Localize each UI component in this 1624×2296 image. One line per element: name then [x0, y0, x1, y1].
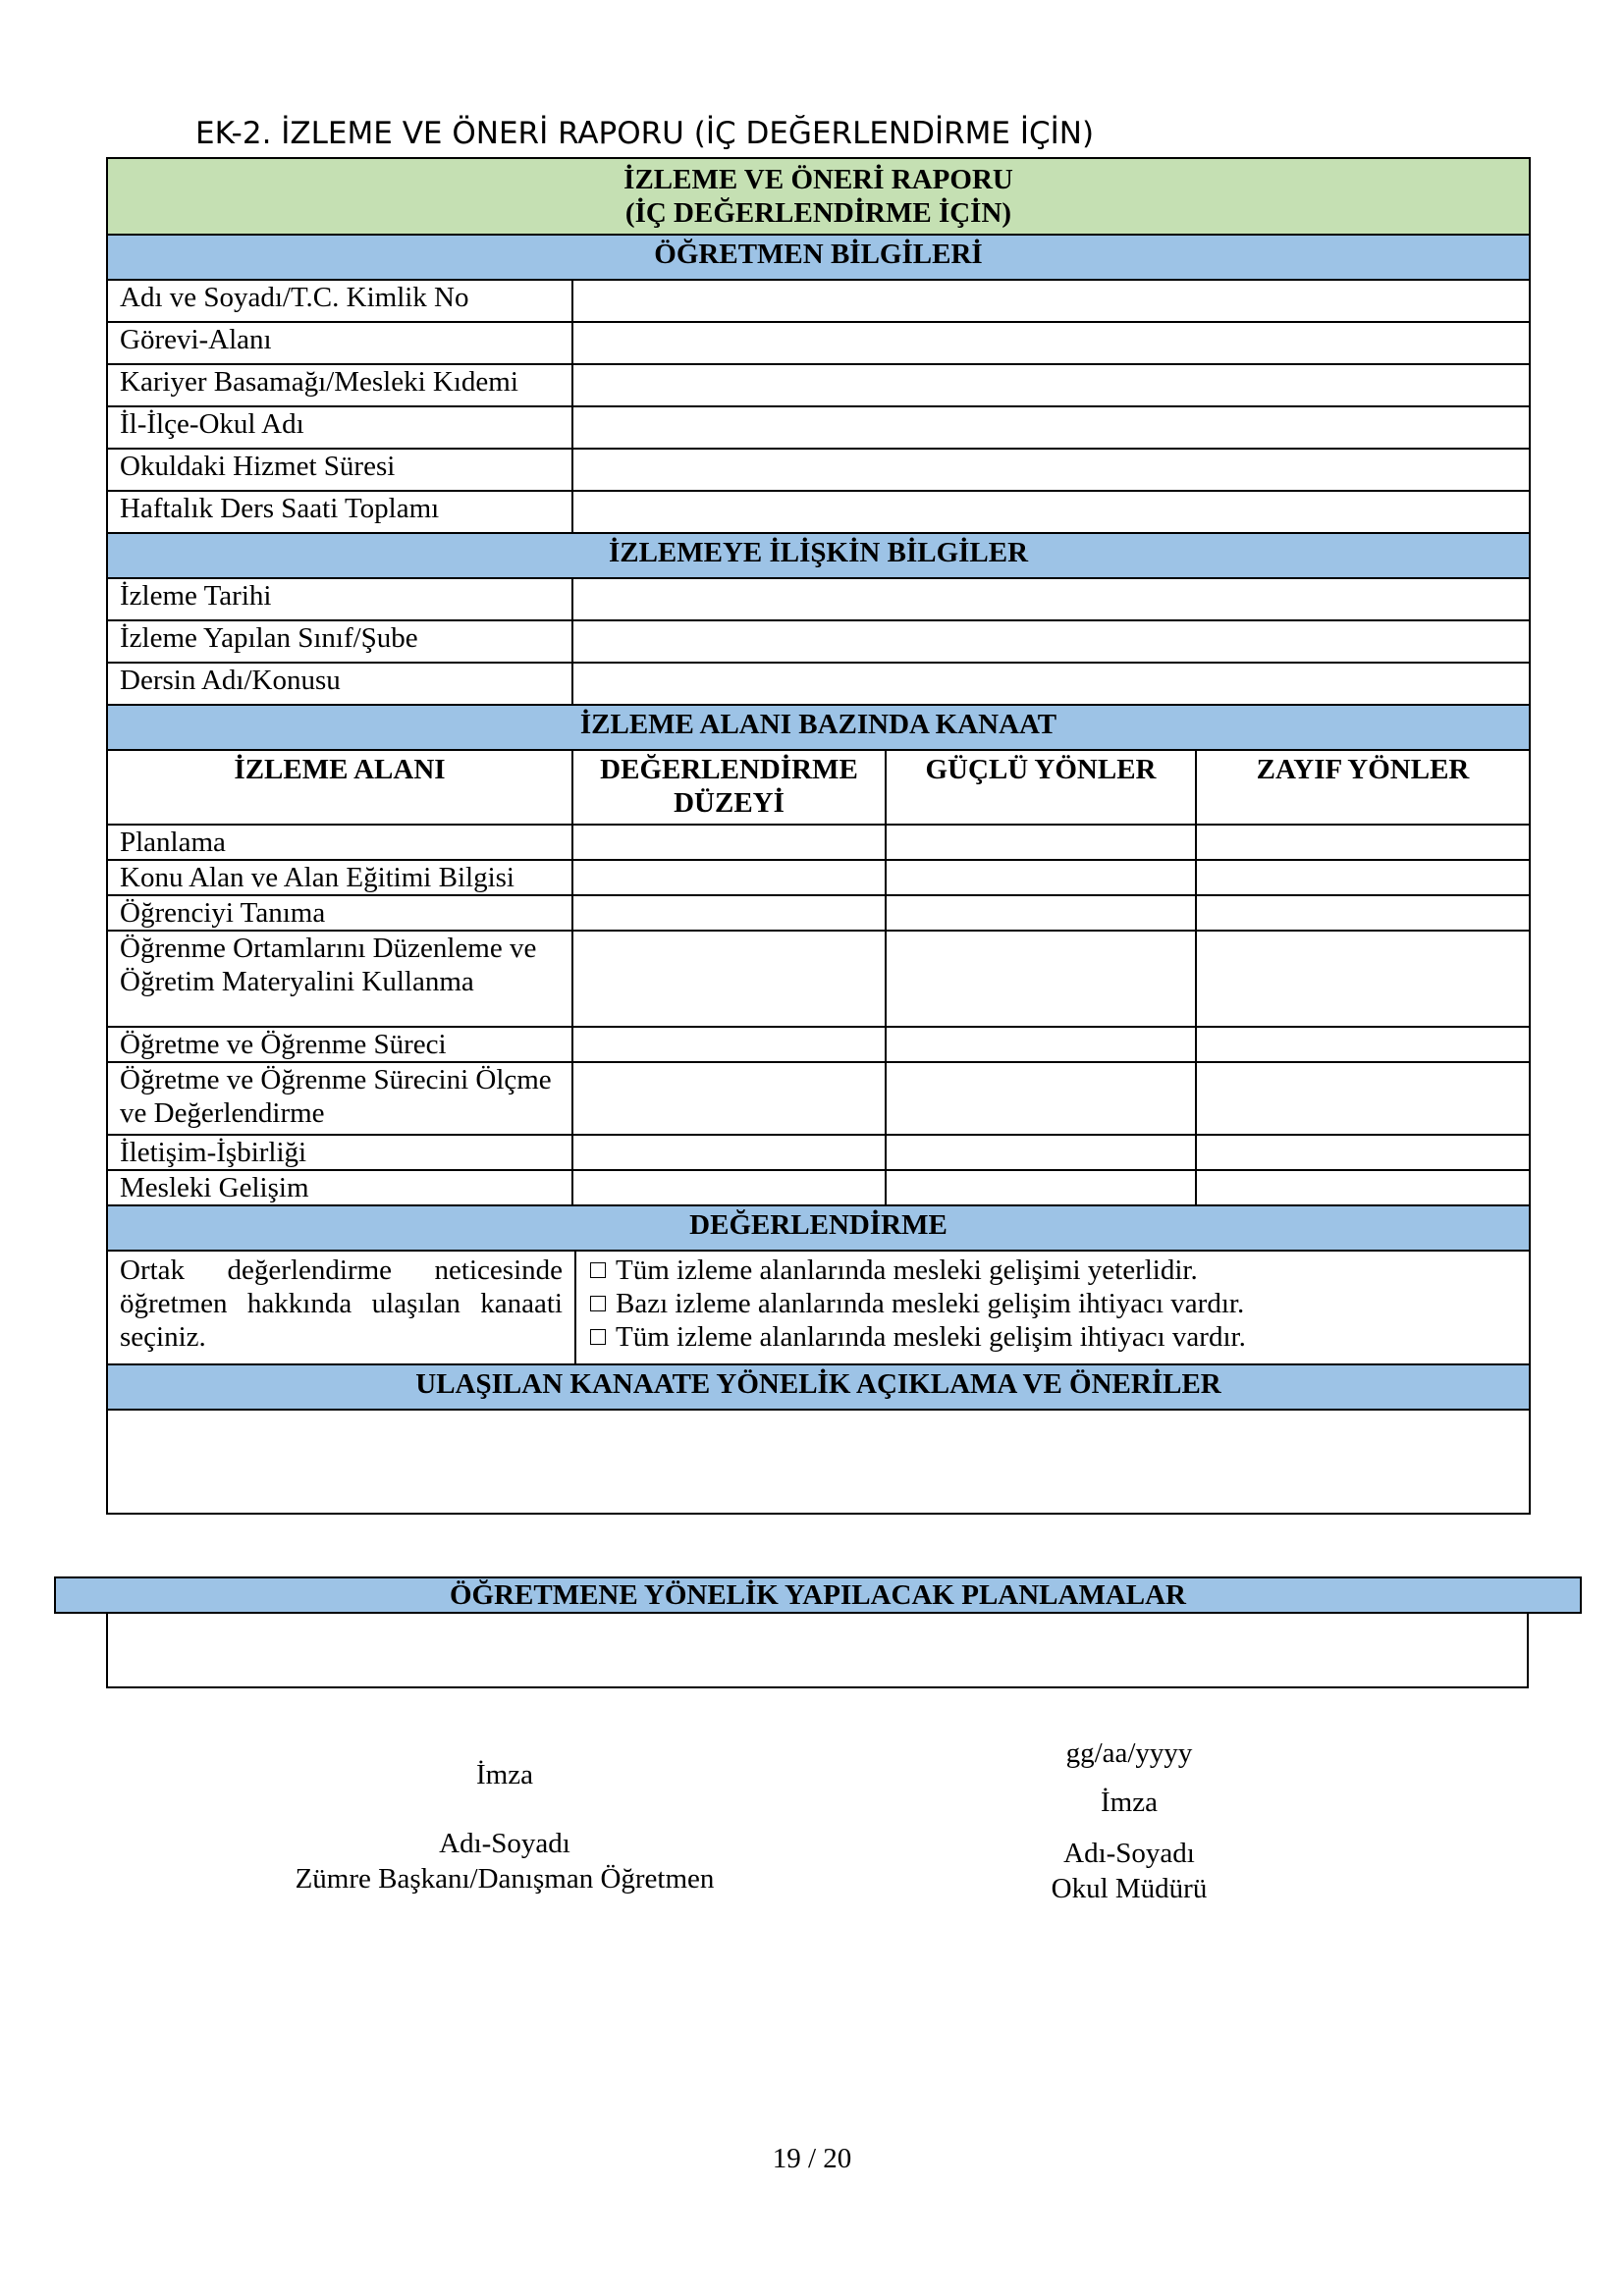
- checkbox-icon[interactable]: [590, 1262, 606, 1278]
- option-all-need[interactable]: Tüm izleme alanlarında mesleki gelişim ihtiyacı vardır.: [590, 1320, 1517, 1354]
- level-field[interactable]: [572, 860, 886, 895]
- area-label: İletişim-İşbirliği: [107, 1135, 572, 1170]
- date-placeholder: gg/aa/yyyy: [1065, 1737, 1193, 1769]
- column-header-level: DEĞERLENDİRME DÜZEYİ: [572, 750, 886, 825]
- info-value-field[interactable]: [572, 491, 1530, 533]
- explanation-field[interactable]: [107, 1410, 1530, 1514]
- explanation-row: [107, 1410, 1530, 1514]
- weaknesses-field[interactable]: [1196, 931, 1530, 1027]
- signature-label: İmza: [476, 1759, 533, 1790]
- report-title-line2: (İÇ DEĞERLENDİRME İÇİN): [624, 197, 1012, 229]
- info-row: [107, 491, 1530, 533]
- area-row: [107, 860, 1530, 895]
- info-value-field[interactable]: [572, 364, 1530, 406]
- weaknesses-field[interactable]: [1196, 1170, 1530, 1205]
- info-label: Haftalık Ders Saati Toplamı: [107, 491, 572, 533]
- monitoring-value-field[interactable]: [572, 620, 1530, 663]
- monitoring-label: İzleme Tarihi: [107, 578, 572, 620]
- level-field[interactable]: [572, 1170, 886, 1205]
- area-label: Öğretme ve Öğrenme Süreci: [107, 1027, 572, 1062]
- option-some-need[interactable]: Bazı izleme alanlarında mesleki gelişim ihtiyacı vardır.: [590, 1287, 1517, 1320]
- checkbox-icon[interactable]: [590, 1329, 606, 1345]
- planning-field[interactable]: [106, 1614, 1529, 1688]
- signature-label: İmza: [1101, 1787, 1158, 1818]
- evaluation-options: [575, 1251, 1530, 1364]
- strengths-field[interactable]: [886, 1062, 1196, 1135]
- level-field[interactable]: [572, 1135, 886, 1170]
- monitoring-value-field[interactable]: [572, 663, 1530, 705]
- weaknesses-field[interactable]: [1196, 825, 1530, 860]
- strengths-field[interactable]: [886, 825, 1196, 860]
- strengths-field[interactable]: [886, 1170, 1196, 1205]
- area-label: Öğretme ve Öğrenme Sürecini Ölçme ve Değerlendirme: [107, 1062, 572, 1135]
- info-row: [107, 364, 1530, 406]
- level-field[interactable]: [572, 931, 886, 1027]
- weaknesses-field[interactable]: [1196, 895, 1530, 931]
- report-table: [106, 157, 1531, 1515]
- weaknesses-field[interactable]: [1196, 1062, 1530, 1135]
- info-row: [107, 280, 1530, 322]
- teacher-info-header: ÖĞRETMEN BİLGİLERİ: [107, 235, 1530, 280]
- area-row: [107, 895, 1530, 931]
- monitoring-info-header: İZLEMEYE İLİŞKİN BİLGİLER: [107, 533, 1530, 578]
- info-value-field[interactable]: [572, 406, 1530, 449]
- strengths-field[interactable]: [886, 931, 1196, 1027]
- report-title: [107, 158, 1530, 235]
- column-header-weaknesses: ZAYIF YÖNLER: [1196, 750, 1530, 825]
- area-row: [107, 1135, 1530, 1170]
- area-label: Öğrenciyi Tanıma: [107, 895, 572, 931]
- monitoring-row: [107, 578, 1530, 620]
- area-row: [107, 1170, 1530, 1205]
- info-value-field[interactable]: [572, 322, 1530, 364]
- level-field[interactable]: [572, 825, 886, 860]
- signature-right: [884, 1735, 1375, 1906]
- monitoring-row: [107, 663, 1530, 705]
- column-header-area: İZLEME ALANI: [107, 750, 572, 825]
- info-label: Adı ve Soyadı/T.C. Kimlik No: [107, 280, 572, 322]
- signer-role: Okul Müdürü: [1051, 1873, 1208, 1904]
- title-row: [107, 158, 1530, 235]
- level-field[interactable]: [572, 1062, 886, 1135]
- info-label: Kariyer Basamağı/Mesleki Kıdemi: [107, 364, 572, 406]
- explanation-header: ULAŞILAN KANAATE YÖNELİK AÇIKLAMA VE ÖNERİLER: [107, 1364, 1530, 1410]
- monitoring-label: Dersin Adı/Konusu: [107, 663, 572, 705]
- monitoring-value-field[interactable]: [572, 578, 1530, 620]
- info-row: [107, 406, 1530, 449]
- checkbox-icon[interactable]: [590, 1296, 606, 1311]
- area-row: [107, 931, 1530, 1027]
- report-form: [106, 157, 1529, 1515]
- signer-name-label: Adı-Soyadı: [439, 1828, 570, 1859]
- info-row: [107, 322, 1530, 364]
- area-row: [107, 1027, 1530, 1062]
- document-heading: EK-2. İZLEME VE ÖNERİ RAPORU (İÇ DEĞERLENDİRME İÇİN): [195, 116, 1095, 151]
- info-label: Görevi-Alanı: [107, 322, 572, 364]
- monitoring-row: [107, 620, 1530, 663]
- info-value-field[interactable]: [572, 449, 1530, 491]
- strengths-field[interactable]: [886, 860, 1196, 895]
- strengths-field[interactable]: [886, 1135, 1196, 1170]
- signature-left: [210, 1757, 799, 1896]
- info-row: [107, 449, 1530, 491]
- signer-role: Zümre Başkanı/Danışman Öğretmen: [295, 1863, 715, 1895]
- report-title-line1: İZLEME VE ÖNERİ RAPORU: [623, 164, 1013, 195]
- area-opinion-header: İZLEME ALANI BAZINDA KANAAT: [107, 705, 1530, 750]
- area-row: [107, 825, 1530, 860]
- signer-name-label: Adı-Soyadı: [1063, 1838, 1195, 1869]
- strengths-field[interactable]: [886, 1027, 1196, 1062]
- evaluation-header: DEĞERLENDİRME: [107, 1205, 1530, 1251]
- info-value-field[interactable]: [572, 280, 1530, 322]
- area-row: [107, 1062, 1530, 1135]
- column-header-strengths: GÜÇLÜ YÖNLER: [886, 750, 1196, 825]
- area-column-headers: [107, 750, 1530, 825]
- evaluation-row: [107, 1251, 1530, 1364]
- level-field[interactable]: [572, 1027, 886, 1062]
- planning-header: ÖĞRETMENE YÖNELİK YAPILACAK PLANLAMALAR: [54, 1576, 1582, 1614]
- weaknesses-field[interactable]: [1196, 1135, 1530, 1170]
- monitoring-label: İzleme Yapılan Sınıf/Şube: [107, 620, 572, 663]
- area-label: Konu Alan ve Alan Eğitimi Bilgisi: [107, 860, 572, 895]
- level-field[interactable]: [572, 895, 886, 931]
- strengths-field[interactable]: [886, 895, 1196, 931]
- area-label: Öğrenme Ortamlarını Düzenleme ve Öğretim Materyalini Kullanma: [107, 931, 572, 1027]
- area-label: Planlama: [107, 825, 572, 860]
- evaluation-prompt: Ortak değerlendirme neticesinde öğretmen hakkında ulaşılan kanaati seçiniz.: [107, 1251, 575, 1364]
- info-label: İl-İlçe-Okul Adı: [107, 406, 572, 449]
- option-all-sufficient[interactable]: Tüm izleme alanlarında mesleki gelişimi yeterlidir.: [590, 1254, 1517, 1287]
- weaknesses-field[interactable]: [1196, 1027, 1530, 1062]
- area-label: Mesleki Gelişim: [107, 1170, 572, 1205]
- weaknesses-field[interactable]: [1196, 860, 1530, 895]
- page-number: 19 / 20: [772, 2143, 852, 2174]
- info-label: Okuldaki Hizmet Süresi: [107, 449, 572, 491]
